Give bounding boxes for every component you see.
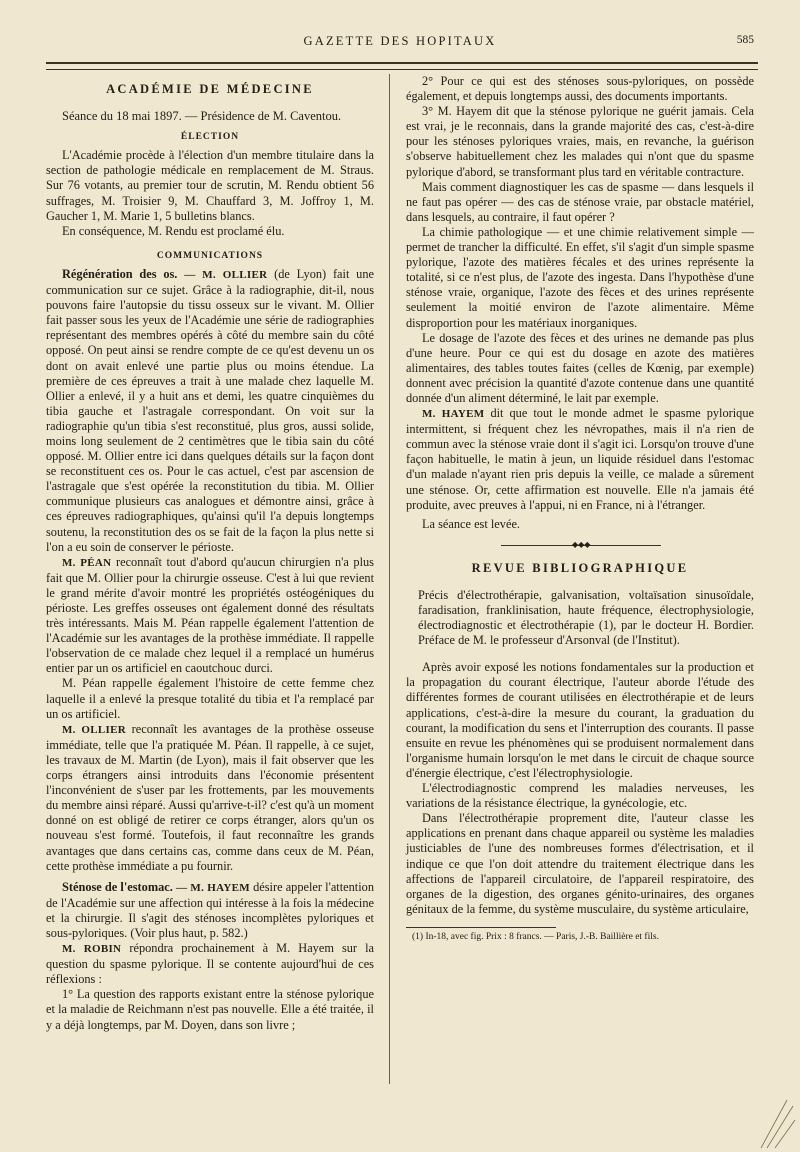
- subheading-communications: COMMUNICATIONS: [156, 250, 264, 261]
- running-title: GAZETTE DES HOPITAUX: [303, 34, 497, 48]
- speaker-hayem: — M. HAYEM: [176, 881, 250, 894]
- corner-scribble: [757, 1090, 797, 1150]
- hayem-reply-paragraph: [406, 406, 754, 513]
- pean-text: reconnaît tout d'abord qu'aucun chirurgien n'a plus fait que M. Ollier pour la chirurgie osseuse. C'est à lui que revient le grand mérite d'avoir montré les propriétés ostéogéniques du périoste. Les greffes osseuses ont également donné des résultats très intéressants. Mais M. Péan rappelle également l'attention de l'Académie sur les avantages de la prothèse immédiate. Il rappelle l'observation de ce malade chez lequel il a remplacé un humérus entier par un os artificiel en caoutchouc durci.: [46, 554, 374, 676]
- stenose-heading: Sténose de l'estomac.: [62, 879, 173, 894]
- review-paragraph-2: L'électrodiagnostic comprend les maladies nerveuses, les variations de la résistance électrique, la gynécologie, etc.: [406, 781, 754, 811]
- review-paragraph-3: Dans l'électrothérapie proprement dite, l'auteur classe les applications en prenant dans chaque appareil ou système les maladies justiciables de l'une des nombreuses formes d'électrisation, et il indique ce que l'on doit attendre du traitement électrique dans les affections de l'appareil circulatoire, de l'appareil respiratoire, des organes de la digestion, des organes génito-urinaires, des organes génitaux de la femme, du système musculaire, du système articulaire,: [406, 811, 754, 916]
- ollier-reply-paragraph: [46, 722, 374, 874]
- column-divider: [389, 74, 390, 1084]
- chemistry-paragraph: La chimie pathologique — et une chimie relativement simple — permet de trancher la difficulté. En effet, s'il s'agit d'un simple spasme pylorique, l'azote des matières fécales et des urines représente la totalité, si ce n'est plus, de l'azote des ingesta. Dans l'hypothèse d'une sténose vraie, organique, l'azote des fèces et des urines représente seulement la moitié environ de l'azote alimentaire. Même disproportion pour les matériaux inorganiques.: [406, 224, 754, 330]
- hayem-reply-text: dit que tout le monde admet le spasme pylorique intermittent, si fréquent chez les névropathes, mais il n'a rien de commun avec la sténose vraie dont il s'agit ici. Lorsqu'on trouve d'une façon habituelle, le matin à jeun, un liquide résiduel dans l'estomac d'un malade n'ayant rien pris depuis la veille, ce malade a sûrement une sténose. Or, cette affirmation est nouvelle. Elle n'a jamais été produite, avec preuves à l'appui, ni en France, ni à l'étranger.: [406, 406, 754, 512]
- seance-line: Séance du 18 mai 1897. — Présidence de M. Caventou.: [62, 109, 342, 124]
- left-column: [46, 74, 374, 1033]
- diagnosis-paragraph: Mais comment diagnostiquer les cas de spasme — dans lesquels il ne faut pas opérer — des cas de sténose vraie, par obstacle matériel, dans lesquels, au contraire, il faut opérer ?: [406, 179, 754, 224]
- regeneration-text: (de Lyon) fait une communication sur ce sujet. Grâce à la radiographie, dit-il, nous pouvons faire l'autopsie du tissu osseux sur le vivant. M. Ollier fait passer sous les yeux de l'Académie une série de radiographies représentant des membres opérés à côté du membre sain du côté opposé. On peut ainsi se rendre compte de ce qu'est devenu un os dont on avait enlevé une partie plus ou moins étendue. La première de ces épreuves a trait à une malade chez laquelle M. Ollier a enlevé, il y a huit ans et demi, les quatre cinquièmes du tibia gauche et l'astragale correspondant. On voit sur la radiographie qu'un tibia s'est reconstitué, plus gros, aussi solide, moins long seulement de 2 centimètres que le tibia sain du côté opposé. M. Ollier entre ici dans quelques détails sur la façon dont se reconstituent ces os. Pour le cas actuel, c'est par ascension de l'astragale que s'est opérée la reconstitution du tibia. M. Ollier communique plusieurs cas analogues et démontre ainsi, grâce à ces épreuves radiographiques, qu'ainsi qu'il l'a depuis longtemps soutenu, la reconstitution des os se fait de la façon la plus nette si l'on a eu soin de conserver le périoste.: [46, 266, 374, 554]
- stenose-text: désire appeler l'attention de l'Académie sur une affection qui intéresse à la fois la médecine et la chirurgie. Il s'agit des sténoses incomplètes pyloriques et sous-pyloriques. (Voir plus haut, p. 582.): [46, 879, 375, 940]
- dosage-paragraph: Le dosage de l'azote des fèces et des urines ne demande pas plus d'une heure. Pour ce qui est du dosage en azote des matières alimentaires, des tables toutes faites (celles de Kœnig, par exemple) donnent avec précision la quantité d'azote contenue dans une quantité donnée d'un aliment déterminé, le lait par exemple.: [406, 330, 754, 405]
- footnote: (1) In-18, avec fig. Prix : 8 francs. — Paris, J.-B. Baillière et fils.: [412, 931, 659, 942]
- section-title-academie: ACADÉMIE DE MÉDECINE: [106, 82, 314, 96]
- election-paragraph: L'Académie procède à l'élection d'un membre titulaire dans la section de pathologie médicale en remplacement de M. Straus. Sur 76 votants, au premier tour de scrutin, M. Rendu obtient 56 suffrages, M. Troisier 9, M. Chauffard 3, M. Joffroy 1, M. Gaucher 1, M. Marie 1, 5 bulletins blancs.: [46, 148, 374, 223]
- book-author: par le docteur H. Bordier. Préface de M. le professeur d'Arsonval (de l'Institut).: [418, 618, 755, 648]
- pean-paragraph-2: M. Péan rappelle également l'histoire de cette femme chez laquelle il a enlevé la presque totalité du tibia et l'a remplacé par un os artificiel.: [46, 676, 374, 721]
- election-result: En conséquence, M. Rendu est proclamé élu.: [62, 223, 285, 238]
- section-ornament: [406, 541, 754, 549]
- footnote-rule: [406, 927, 556, 928]
- subheading-election: ÉLECTION: [180, 132, 240, 143]
- right-column: [406, 74, 754, 943]
- speaker-ollier-2: M. OLLIER: [62, 723, 126, 736]
- book-entry: [406, 588, 754, 648]
- robin-point-1: 1° La question des rapports existant entre la sténose pylorique et la maladie de Reichmann n'est pas nouvelle. Elle a été traitée, il y a déjà longtemps, par M. Doyen, dans son livre ;: [46, 987, 374, 1032]
- header-rule-thin: [46, 69, 758, 70]
- stenose-paragraph: [46, 880, 374, 941]
- robin-text: répondra prochainement à M. Hayem sur la question du spasme pylorique. Il se contente aujourd'hui de ces réflexions :: [46, 941, 374, 987]
- robin-point-2: 2° Pour ce qui est des sténoses sous-pyloriques, on possède également, et depuis longtemps aussi, des documents importants.: [406, 74, 754, 104]
- speaker-pean: M. PÉAN: [62, 556, 112, 569]
- ollier-reply-text: reconnaît les avantages de la prothèse osseuse immédiate, telle que l'a pratiquée M. Péan. Il rappelle, à ce sujet, les travaux de M. Martin (de Lyon), mais il fait observer que les corps étrangers ainsi introduits dans l'économie présentent l'inconvénient de s'user par les frottements, par les mouvements du membre ainsi réparé. Aussi qu'arrive-t-il? c'est qu'à un moment donné on est obligé de retirer ce corps étranger, alors qu'un os nouveau s'est formé. Toutefois, il faut reconnaître les grands avantages que dans certains cas, comme dans ceux de M. Péan, cette prothèse immédiate a pu fournir.: [46, 721, 374, 873]
- regeneration-paragraph: [46, 267, 374, 555]
- section-title-revue: REVUE BIBLIOGRAPHIQUE: [471, 560, 689, 575]
- footnote-ref: (1),: [598, 618, 617, 633]
- regeneration-heading: Régénération des os.: [62, 266, 178, 281]
- book-title: Précis d'électrothérapie, galvanisation, voltaïsation sinusoïdale, faradisation, franklinisation, haute fréquence, électrophysiologie, électrodiagnostic et électrothérapie: [418, 587, 754, 633]
- speaker-hayem-2: M. HAYEM: [422, 408, 485, 421]
- header-rule-thick: [46, 62, 758, 64]
- pean-paragraph: [46, 555, 374, 677]
- robin-point-3: 3° M. Hayem dit que la sténose pylorique ne guérit jamais. Cela est vrai, je le reconnais, dans la grande majorité des cas, c'est-à-dire pour les sténoses pyloriques vraies, mais, en revanche, la guérison s'observe habituellement chez les malades qui n'ont que du spasme pylorique d'abord, se transformant plus tard en véritable contracture.: [406, 104, 754, 179]
- page-number: 585: [736, 34, 754, 46]
- robin-paragraph: [46, 941, 374, 987]
- speaker-robin: M. ROBIN: [62, 943, 122, 956]
- ornament-glyph: ◆◆◆: [572, 539, 591, 549]
- closing-line: La séance est levée.: [422, 516, 521, 531]
- review-paragraph-1: Après avoir exposé les notions fondamentales sur la production et la propagation du courant électrique, l'auteur aborde l'étude des différentes formes de courant utilisées en électrothérapie et de leurs applications, c'est-à-dire la mesure du courant, la graduation du courant, la modification du sens et l'interruption des courants. Il passe ensuite en revue les phénomènes qui se produisent normalement dans l'organisme humain lorsqu'on le met dans le circuit de chaque source d'énergie électrique, c'est l'électrophysiologie.: [406, 660, 754, 780]
- speaker-ollier: — M. OLLIER: [184, 268, 268, 281]
